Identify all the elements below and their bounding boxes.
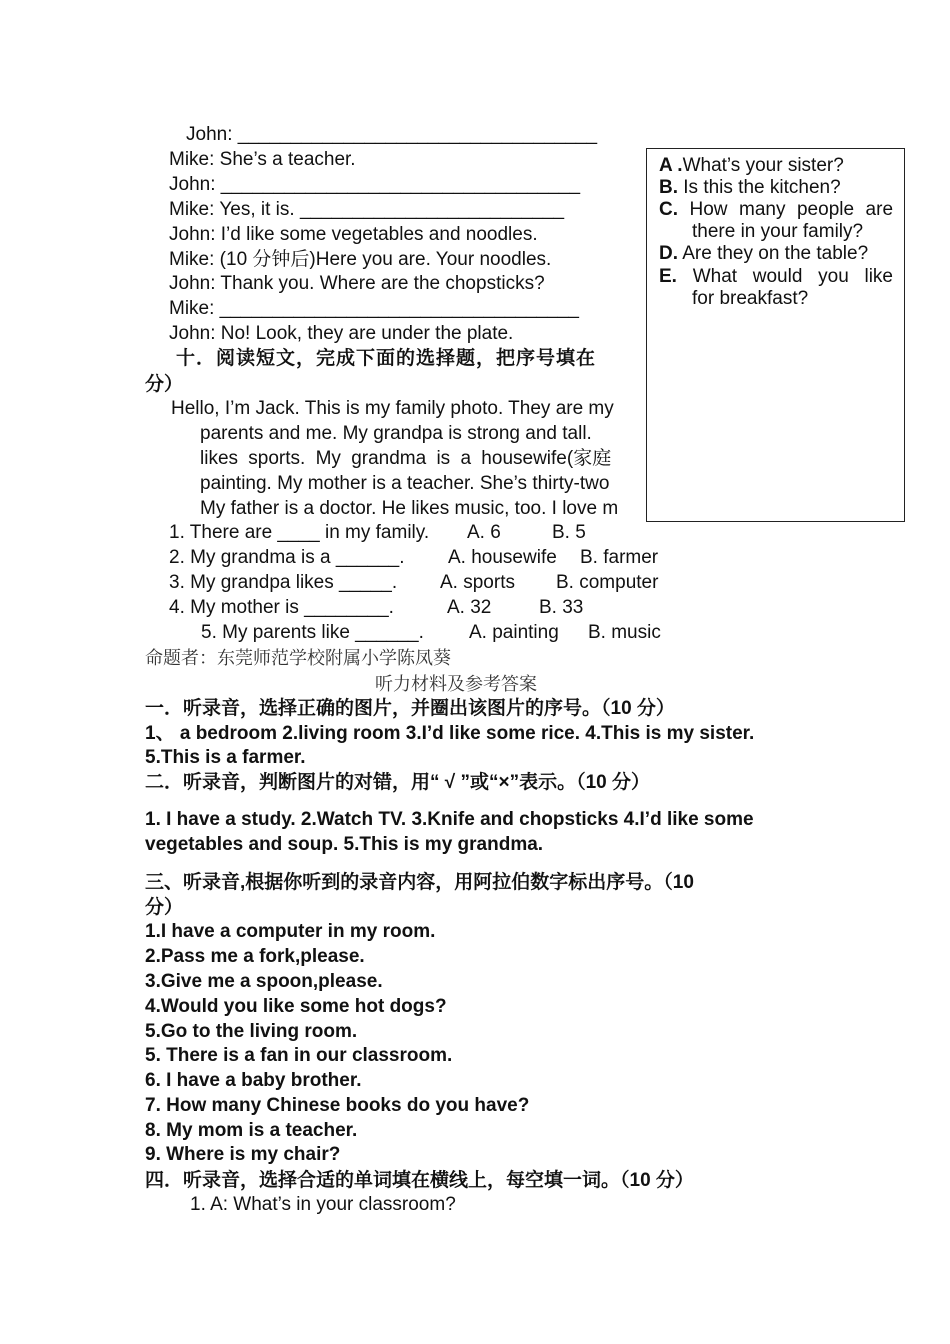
section10-heading: 十．阅读短文，完成下面的选择题，把序号填在 <box>176 348 597 369</box>
dialogue-line: John: __________________________________ <box>169 174 581 195</box>
dialogue-line: Mike: __________________________________ <box>169 298 579 319</box>
section10-heading-cont: 分） <box>145 374 184 395</box>
part3-item: 8. My mom is a teacher. <box>145 1120 358 1141</box>
author-line: 命题者：东莞师范学校附属小学陈凤葵 <box>145 648 451 669</box>
passage-line: My father is a doctor. He likes music, too. I love m <box>200 498 619 519</box>
part2-heading: 二．听录音，判断图片的对错，用“ √ ”或“×”表示。（10 分） <box>145 772 650 793</box>
part3-item: 3.Give me a spoon,please. <box>145 971 383 992</box>
dialogue-line: John: __________________________________ <box>186 124 598 145</box>
part3-item: 5.Go to the living room. <box>145 1021 358 1042</box>
passage-line: Hello, I’m Jack. This is my family photo. They are my <box>171 398 614 419</box>
dialogue-line: John: I’d like some vegetables and noodles. <box>169 224 538 245</box>
dialogue-line: John: Thank you. Where are the chopsticks? <box>169 273 545 294</box>
part1-heading: 一．听录音，选择正确的图片，并圈出该图片的序号。（10 分） <box>145 698 675 719</box>
dialogue-line: Mike: (10 分钟后)Here you are. Your noodles. <box>169 249 552 270</box>
option-d: D. Are they on the table? <box>659 243 869 264</box>
part3-item: 2.Pass me a fork,please. <box>145 946 365 967</box>
part3-item: 5. There is a fan in our classroom. <box>145 1045 453 1066</box>
passage-line: parents and me. My grandpa is strong and tall. <box>200 423 592 444</box>
part4-heading: 四．听录音，选择合适的单词填在横线上，每空填一词。（10 分） <box>145 1170 694 1191</box>
part2-answer-line: 1. I have a study. 2.Watch TV. 3.Knife and chopsticks 4.I’d like some <box>145 809 754 830</box>
passage-line: likes sports. My grandma is a housewife(家庭 <box>200 448 612 469</box>
option-c: C. How many people are <box>659 199 894 220</box>
option-b: B. Is this the kitchen? <box>659 177 841 198</box>
part3-heading: 三、听录音,根据你听到的录音内容，用阿拉伯数字标出序号。（10 <box>145 872 694 893</box>
part3-item: 9. Where is my chair? <box>145 1144 341 1165</box>
part3-item: 4.Would you like some hot dogs? <box>145 996 447 1017</box>
answers-title: 听力材料及参考答案 <box>375 674 537 695</box>
dialogue-line: Mike: She’s a teacher. <box>169 149 356 170</box>
part3-item: 6. I have a baby brother. <box>145 1070 362 1091</box>
dialogue-line: Mike: Yes, it is. _________________________ <box>169 199 565 220</box>
part1-answer-line: 1、 a bedroom 2.living room 3.I’d like some rice. 4.This is my sister. <box>145 723 755 744</box>
answer-options-box <box>646 148 905 522</box>
part1-answer-line: 5.This is a farmer. <box>145 747 306 768</box>
part2-answer-line: vegetables and soup. 5.This is my grandma. <box>145 834 544 855</box>
passage-line: painting. My mother is a teacher. She’s thirty-two <box>200 473 610 494</box>
part3-item: 1.I have a computer in my room. <box>145 921 436 942</box>
option-a: A .What’s your sister? <box>659 155 844 176</box>
part3-item: 7. How many Chinese books do you have? <box>145 1095 530 1116</box>
dialogue-line: John: No! Look, they are under the plate. <box>169 323 514 344</box>
option-e: E. What would you like <box>659 266 894 287</box>
option-e-cont: for breakfast? <box>692 288 809 309</box>
part4-answer-line: 1. A: What’s in your classroom? <box>190 1194 456 1215</box>
part3-heading-cont: 分） <box>145 897 184 918</box>
option-c-cont: there in your family? <box>692 221 864 242</box>
